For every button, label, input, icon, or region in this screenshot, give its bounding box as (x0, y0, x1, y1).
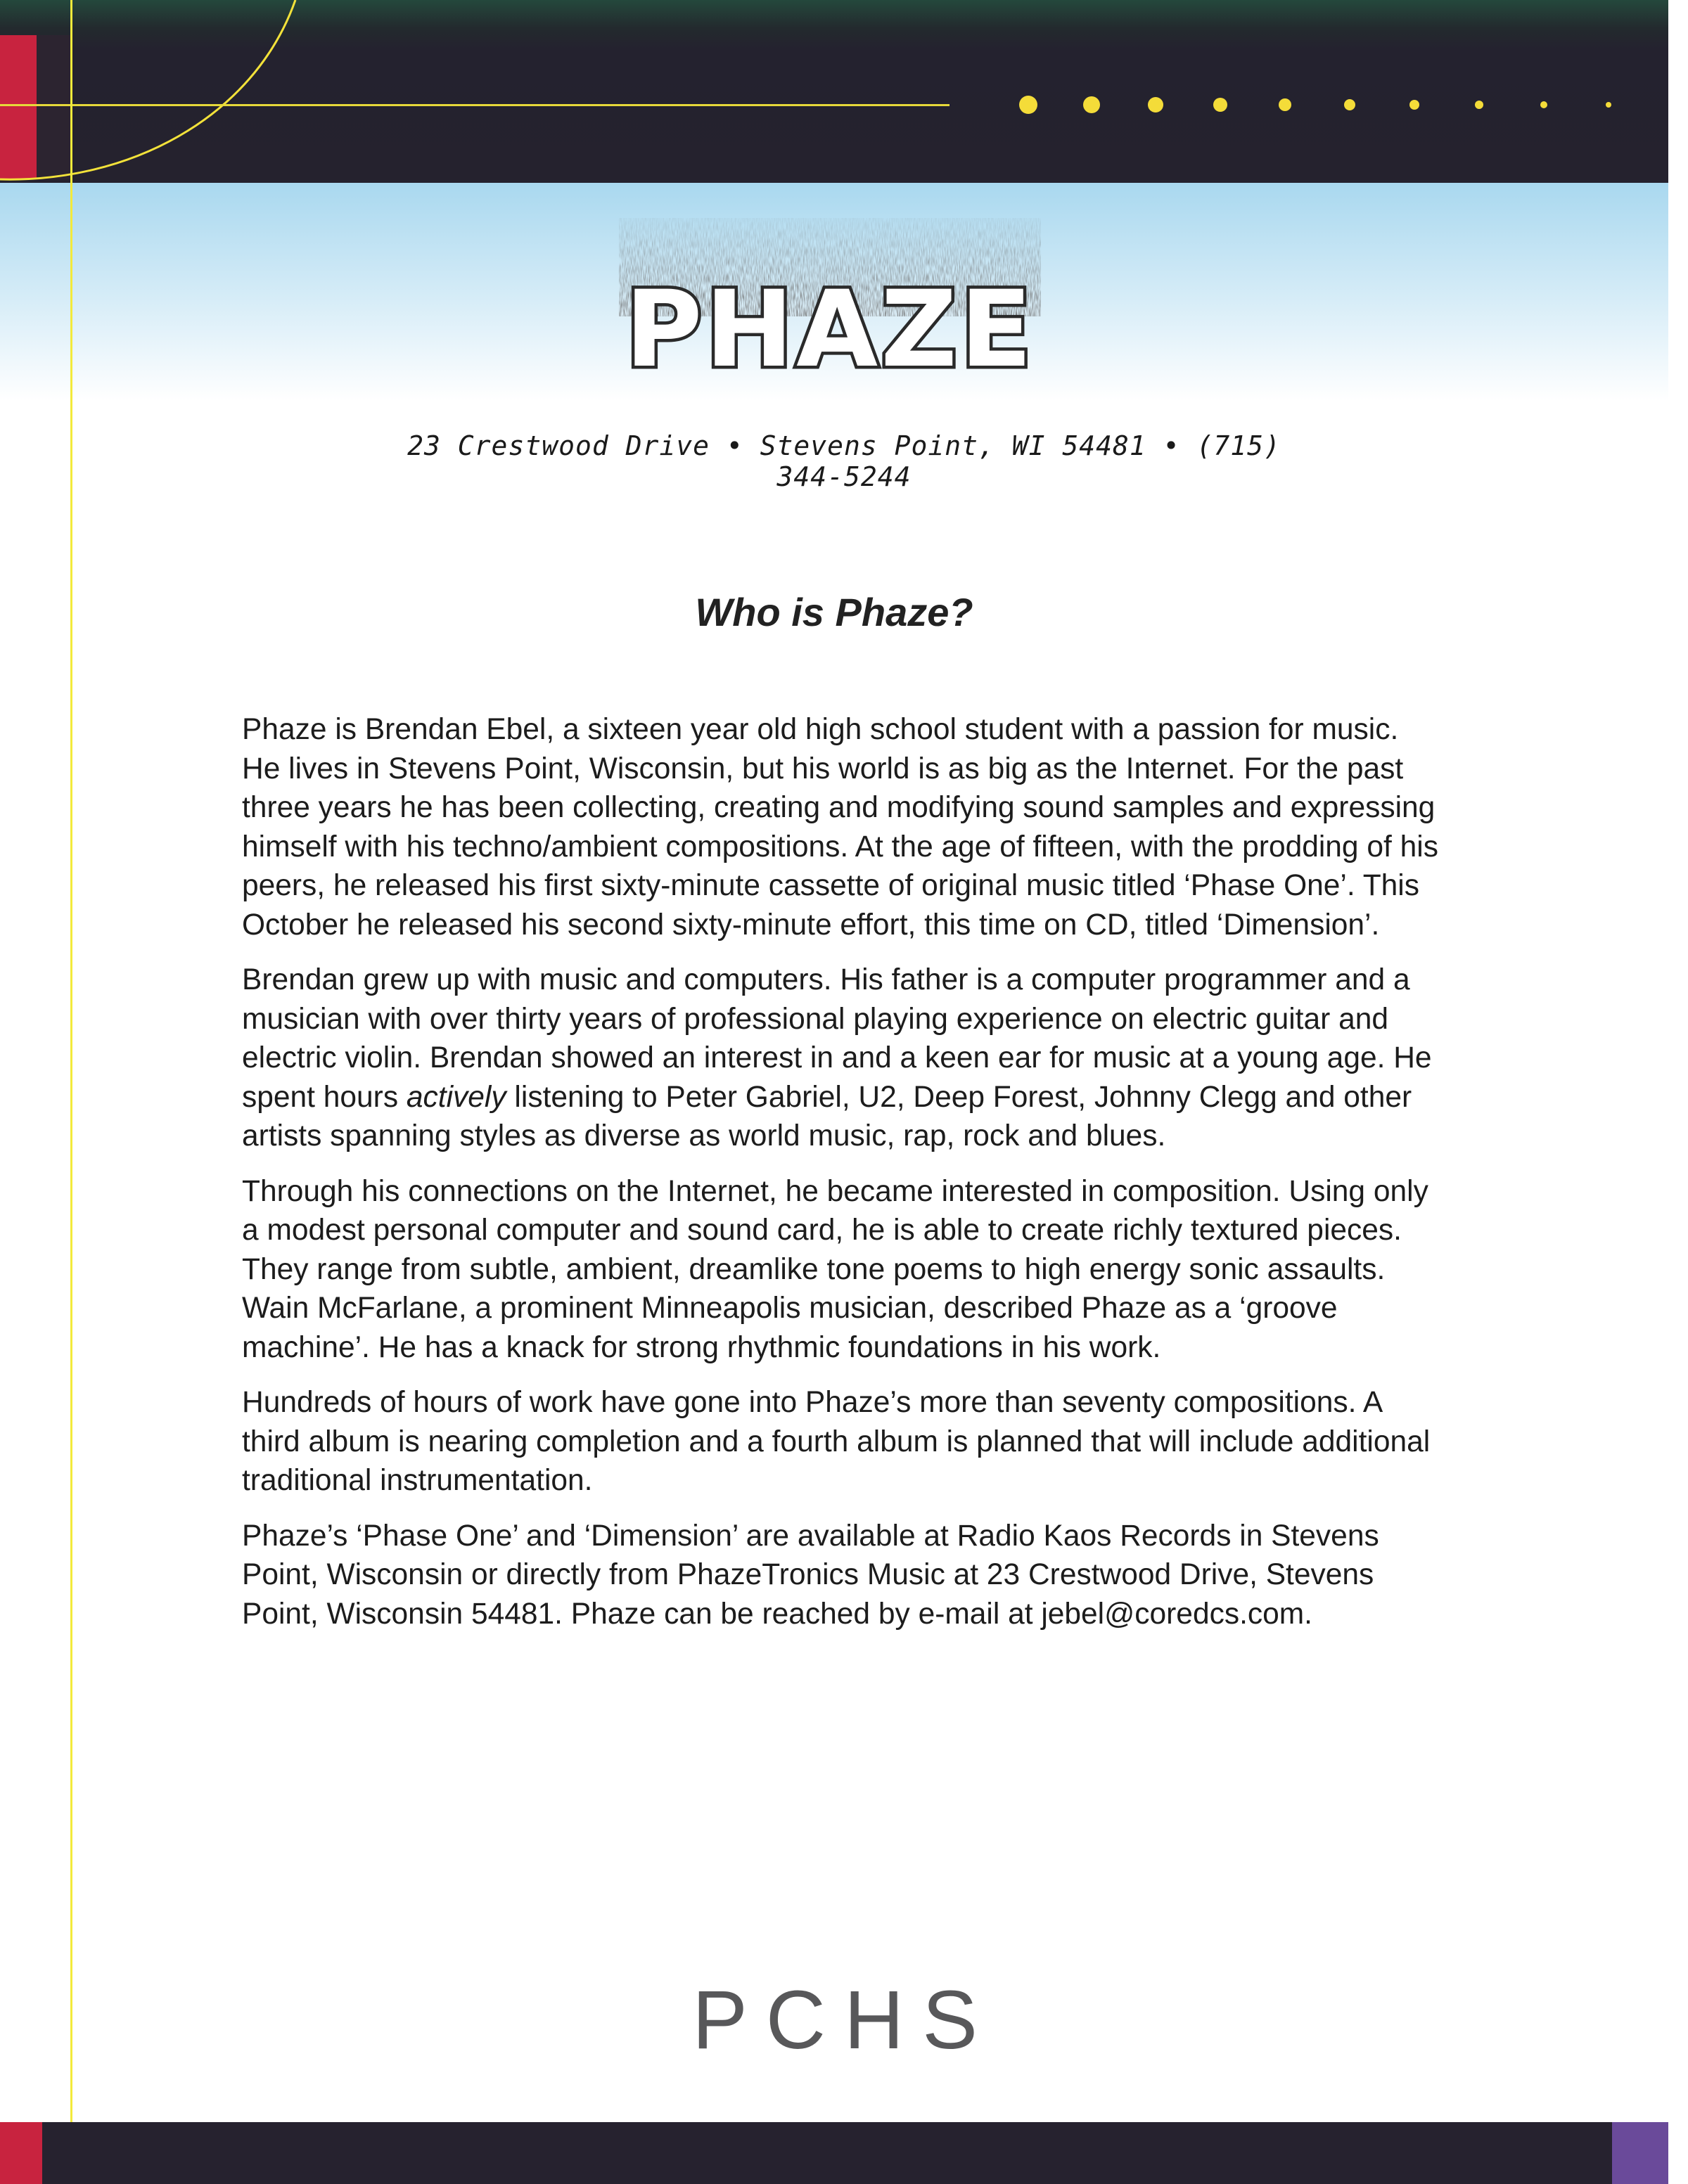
vertical-rule-decoration (70, 0, 72, 2184)
dot (1540, 101, 1547, 108)
paragraph-background (242, 961, 1441, 1156)
dot (1019, 96, 1037, 114)
body-text (242, 710, 1441, 1650)
dot (1344, 99, 1355, 110)
arc-decoration (0, 0, 309, 190)
paragraph-composition: Through his connections on the Internet, he became interested in composition. Using only a modest personal computer and sound card, he is able to create richly textured pieces. They range from subtle, ambient, dreamlike tone poems to high energy sonic assaults. Wain McFarlane, a prominent Minneapolis musician, described Phaze as a ‘groove machine’. He has a knack for strong rhythmic foundations in his work. (242, 1174, 1428, 1364)
paragraph-intro: Phaze is Brendan Ebel, a sixteen year old high school student with a passion for music. He lives in Stevens Point, Wisconsin, but his world is as big as the Internet. For the past three years he has been collecting, creating and modifying sound samples and expressing himself with his techno/ambient compositions. At the age of fifteen, with the prodding of his peers, he released his first sixty-minute cassette of original music titled ‘Phase One’. This October he released his second sixty-minute effort, this time on CD, titled ‘Dimension’. (242, 713, 1438, 942)
dot-row-decoration (1013, 93, 1632, 117)
footer-accent-red (0, 2122, 42, 2184)
archive-stamp: PCHS (692, 1974, 996, 2067)
logo-text: PHAZE (625, 269, 1035, 391)
dot (1475, 101, 1483, 109)
dot (1409, 100, 1419, 110)
paragraph-text: listening to Peter Gabriel, U2, Deep Forest, Johnny Clegg and other artists spanning styles as diverse as world music, rap, rock and blues. (242, 1080, 1412, 1152)
page-title: Who is Phaze? (695, 590, 973, 634)
dot (1279, 98, 1291, 111)
phaze-logo (612, 204, 1048, 401)
contact-address: 23 Crestwood Drive • Stevens Point, WI 54481 • (715) 344-5244 (407, 430, 1281, 492)
footer-band (0, 2122, 1668, 2184)
dot (1606, 102, 1611, 108)
dot (1213, 98, 1227, 112)
paragraph-text: Brendan grew up with music and computers. His father is a computer programmer and a musician with over thirty years of professional playing experience on electric guitar and electric violin. Brendan showed an interest in and a keen ear for music at a young age. He spent hours (242, 963, 1432, 1114)
footer-accent-purple (1612, 2122, 1668, 2184)
horizontal-rule-decoration (0, 104, 950, 106)
dot (1083, 96, 1100, 113)
dot (1148, 97, 1163, 113)
paragraph-works: Hundreds of hours of work have gone into Phaze’s more than seventy compositions. A third album is nearing completion and a fourth album is planned that will include additional traditional instrumentation. (242, 1386, 1431, 1497)
paragraph-availability: Phaze’s ‘Phase One’ and ‘Dimension’ are available at Radio Kaos Records in Stevens Point, Wisconsin or directly from PhazeTronics Music at 23 Crestwood Drive, Stevens Point, Wisconsin 54481. Phaze can be reached by e-mail at jebel@coredcs.com. (242, 1519, 1379, 1631)
emphasis-text: actively (406, 1080, 506, 1114)
